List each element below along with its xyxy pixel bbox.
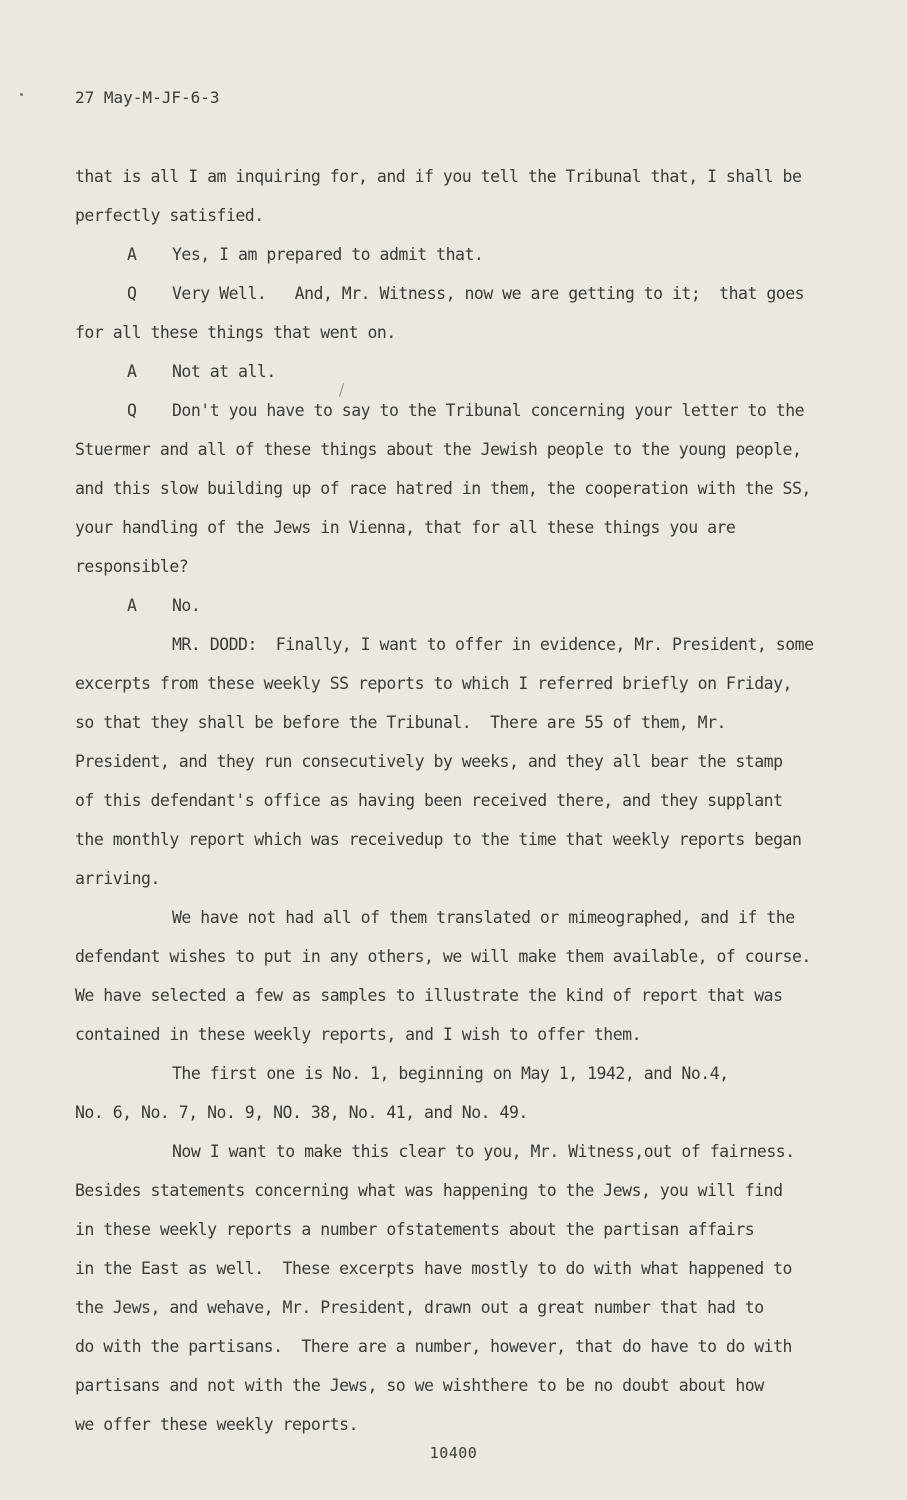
line-text: Besides statements concerning what was happening to the Jews, you will find (75, 1181, 783, 1200)
transcript-line (75, 240, 845, 279)
speaker-marker: Q (127, 401, 137, 420)
line-text: arriving. (75, 869, 160, 888)
transcript-line (75, 318, 845, 357)
transcript-line (75, 903, 845, 942)
transcript-line (75, 474, 845, 513)
transcript-line (75, 942, 845, 981)
transcript-line (75, 630, 845, 669)
line-text: that is all I am inquiring for, and if you tell the Tribunal that, I shall be (75, 167, 802, 186)
transcript-line (75, 513, 845, 552)
transcript-line (75, 1254, 845, 1293)
line-text: responsible? (75, 557, 189, 576)
transcript-line (75, 279, 845, 318)
line-text: we offer these weekly reports. (75, 1415, 359, 1434)
transcript-line (75, 747, 845, 786)
line-text: President, and they run consecutively by weeks, and they all bear the stamp (75, 752, 783, 771)
line-text: and this slow building up of race hatred in them, the cooperation with the SS, (75, 479, 811, 498)
transcript-line (75, 1371, 845, 1410)
line-text: Yes, I am prepared to admit that. (172, 245, 484, 264)
line-text: contained in these weekly reports, and I wish to offer them. (75, 1025, 642, 1044)
transcript-line (75, 1020, 845, 1059)
line-text: partisans and not with the Jews, so we wishthere to be no doubt about how (75, 1376, 764, 1395)
line-text: Stuermer and all of these things about the Jewish people to the young people, (75, 440, 802, 459)
transcript-body (75, 162, 845, 1449)
line-text: No. 6, No. 7, No. 9, NO. 38, No. 41, and No. 49. (75, 1103, 528, 1122)
line-text: MR. DODD: Finally, I want to offer in evidence, Mr. President, some (172, 635, 814, 654)
line-text: the monthly report which was receivedup to the time that weekly reports began (75, 830, 802, 849)
transcript-line (75, 435, 845, 474)
margin-mark (20, 93, 23, 96)
line-text: Not at all. (172, 362, 276, 381)
line-text: for all these things that went on. (75, 323, 396, 342)
line-text: We have not had all of them translated or mimeographed, and if the (172, 908, 795, 927)
line-text: Very Well. And, Mr. Witness, now we are getting to it; that goes (172, 284, 805, 303)
line-text: do with the partisans. There are a number, however, that do have to do with (75, 1337, 792, 1356)
line-text: of this defendant's office as having been received there, and they supplant (75, 791, 783, 810)
line-text: Don't you have to say to the Tribunal concerning your letter to the (172, 401, 805, 420)
line-text: excerpts from these weekly SS reports to which I referred briefly on Friday, (75, 674, 792, 693)
line-text: Now I want to make this clear to you, Mr. Witness,out of fairness. (172, 1142, 795, 1161)
transcript-line (75, 162, 845, 201)
transcript-line (75, 591, 845, 630)
transcript-line (75, 981, 845, 1020)
line-text: your handling of the Jews in Vienna, that for all these things you are (75, 518, 736, 537)
transcript-line (75, 552, 845, 591)
transcript-line (75, 786, 845, 825)
transcript-line (75, 1176, 845, 1215)
line-text: perfectly satisfied. (75, 206, 264, 225)
speaker-marker: Q (127, 284, 137, 303)
line-text: so that they shall be before the Tribunal. There are 55 of them, Mr. (75, 713, 726, 732)
transcript-line (75, 708, 845, 747)
line-text: The first one is No. 1, beginning on May 1, 1942, and No.4, (172, 1064, 729, 1083)
transcript-line (75, 1098, 845, 1137)
transcript-line (75, 1332, 845, 1371)
transcript-line (75, 1137, 845, 1176)
transcript-line (75, 1215, 845, 1254)
line-text: No. (172, 596, 201, 615)
speaker-marker: A (127, 362, 137, 381)
line-text: the Jews, and wehave, Mr. President, drawn out a great number that had to (75, 1298, 764, 1317)
transcript-line (75, 825, 845, 864)
page-number: 10400 (429, 1444, 478, 1462)
transcript-line (75, 1293, 845, 1332)
transcript-line (75, 864, 845, 903)
transcript-line (75, 201, 845, 240)
line-text: in the East as well. These excerpts have mostly to do with what happened to (75, 1259, 792, 1278)
transcript-line (75, 357, 845, 396)
line-text: in these weekly reports a number ofstatements about the partisan affairs (75, 1220, 755, 1239)
transcript-line (75, 1059, 845, 1098)
transcript-line (75, 396, 845, 435)
speaker-marker: A (127, 596, 137, 615)
line-text: defendant wishes to put in any others, we will make them available, of course. (75, 947, 811, 966)
line-text: We have selected a few as samples to illustrate the kind of report that was (75, 986, 783, 1005)
document-header: 27 May-M-JF-6-3 (75, 88, 220, 107)
transcript-line (75, 669, 845, 708)
speaker-marker: A (127, 245, 137, 264)
